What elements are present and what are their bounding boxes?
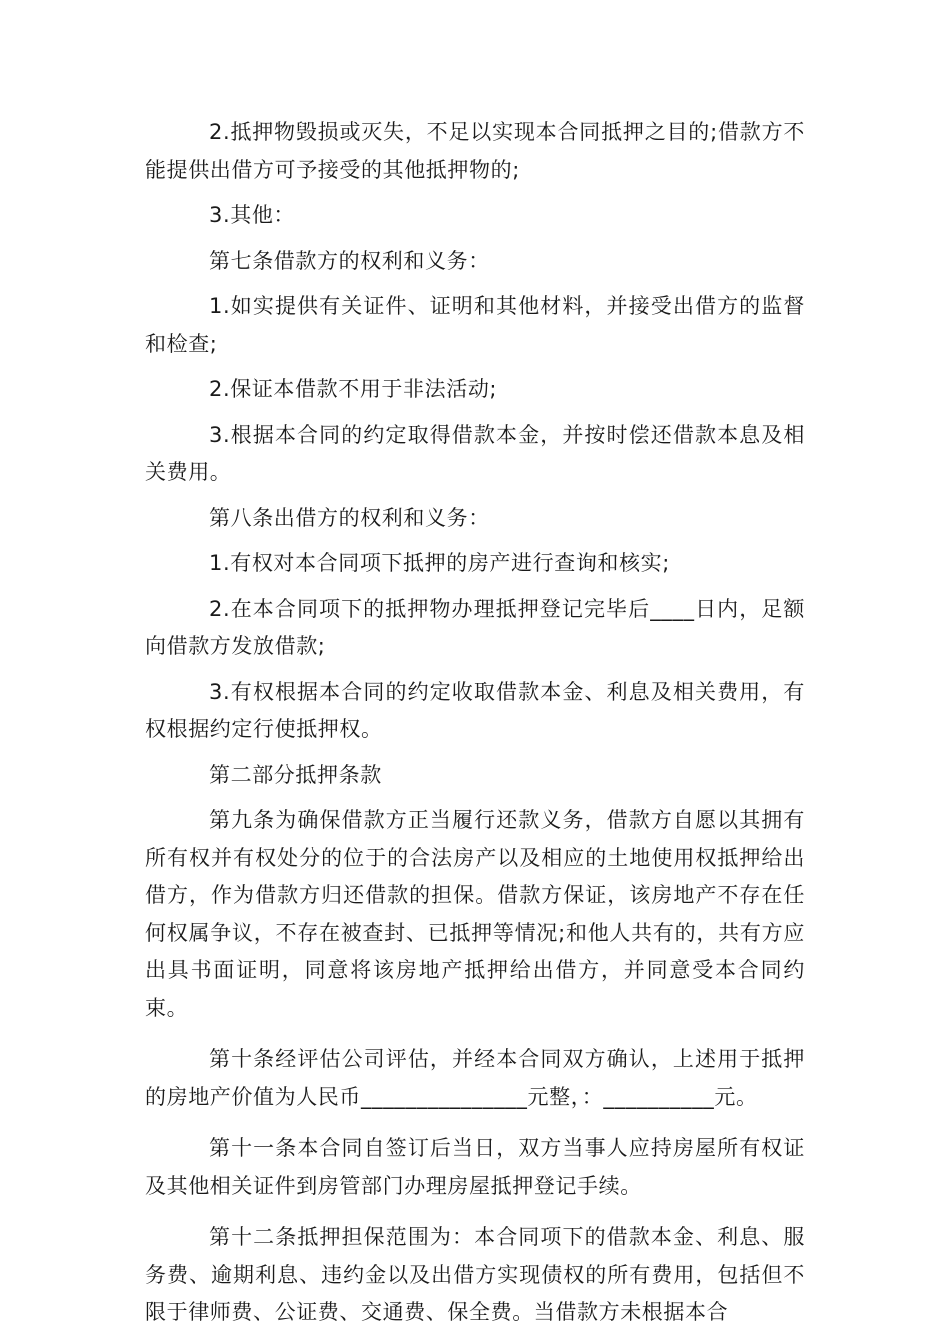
paragraph-article-8-item-1: 1.有权对本合同项下抵押的房产进行查询和核实;: [209, 551, 670, 575]
paragraph-article-7-item-1: 1.如实提供有关证件、证明和其他材料，并接受出借方的监督和检查;: [145, 294, 805, 356]
paragraph-article-7-item-2: 2.保证本借款不用于非法活动;: [209, 377, 498, 401]
paragraph-other: 3.其他：: [209, 203, 296, 227]
paragraph-collateral-loss: 2.抵押物毁损或灭失，不足以实现本合同抵押之目的;借款方不能提供出借方可予接受的其他抵押物的;: [145, 120, 805, 182]
heading-part-2: 第二部分抵押条款: [209, 762, 382, 787]
heading-article-7: 第七条借款方的权利和义务：: [209, 248, 490, 273]
heading-article-8: 第八条出借方的权利和义务：: [209, 505, 490, 530]
paragraph-article-8-item-3: 3.有权根据本合同的约定收取借款本金、利息及相关费用，有权根据约定行使抵押权。: [145, 679, 805, 741]
paragraph-article-7-item-3: 3.根据本合同的约定取得借款本金，并按时偿还借款本息及相关费用。: [145, 422, 805, 484]
paragraph-article-10: 第十条经评估公司评估，并经本合同双方确认，上述用于抵押的房地产价值为人民币_______________元整，：__________元。: [145, 1047, 805, 1109]
paragraph-article-8-item-2: 2.在本合同项下的抵押物办理抵押登记完毕后____日内，足额向借款方发放借款;: [145, 596, 805, 658]
document-page: [145, 114, 805, 1340]
paragraph-article-11: 第十一条本合同自签订后当日，双方当事人应持房屋所有权证及其他相关证件到房管部门办理房屋抵押登记手续。: [145, 1136, 805, 1198]
paragraph-article-12: 第十二条抵押担保范围为：本合同项下的借款本金、利息、服务费、逾期利息、违约金以及出借方实现债权的所有费用，包括但不限于律师费、公证费、交通费、保全费。当借款方未根据本合: [145, 1225, 805, 1324]
paragraph-article-9: 第九条为确保借款方正当履行还款义务，借款方自愿以其拥有所有权并有权处分的位于的合法房产以及相应的土地使用权抵押给出借方，作为借款方归还借款的担保。借款方保证，该房地产不存在任何权属争议，不存在被查封、已抵押等情况;和他人共有的，共有方应出具书面证明，同意将该房地产抵押给出借方，并同意受本合同约束。: [145, 808, 805, 1020]
